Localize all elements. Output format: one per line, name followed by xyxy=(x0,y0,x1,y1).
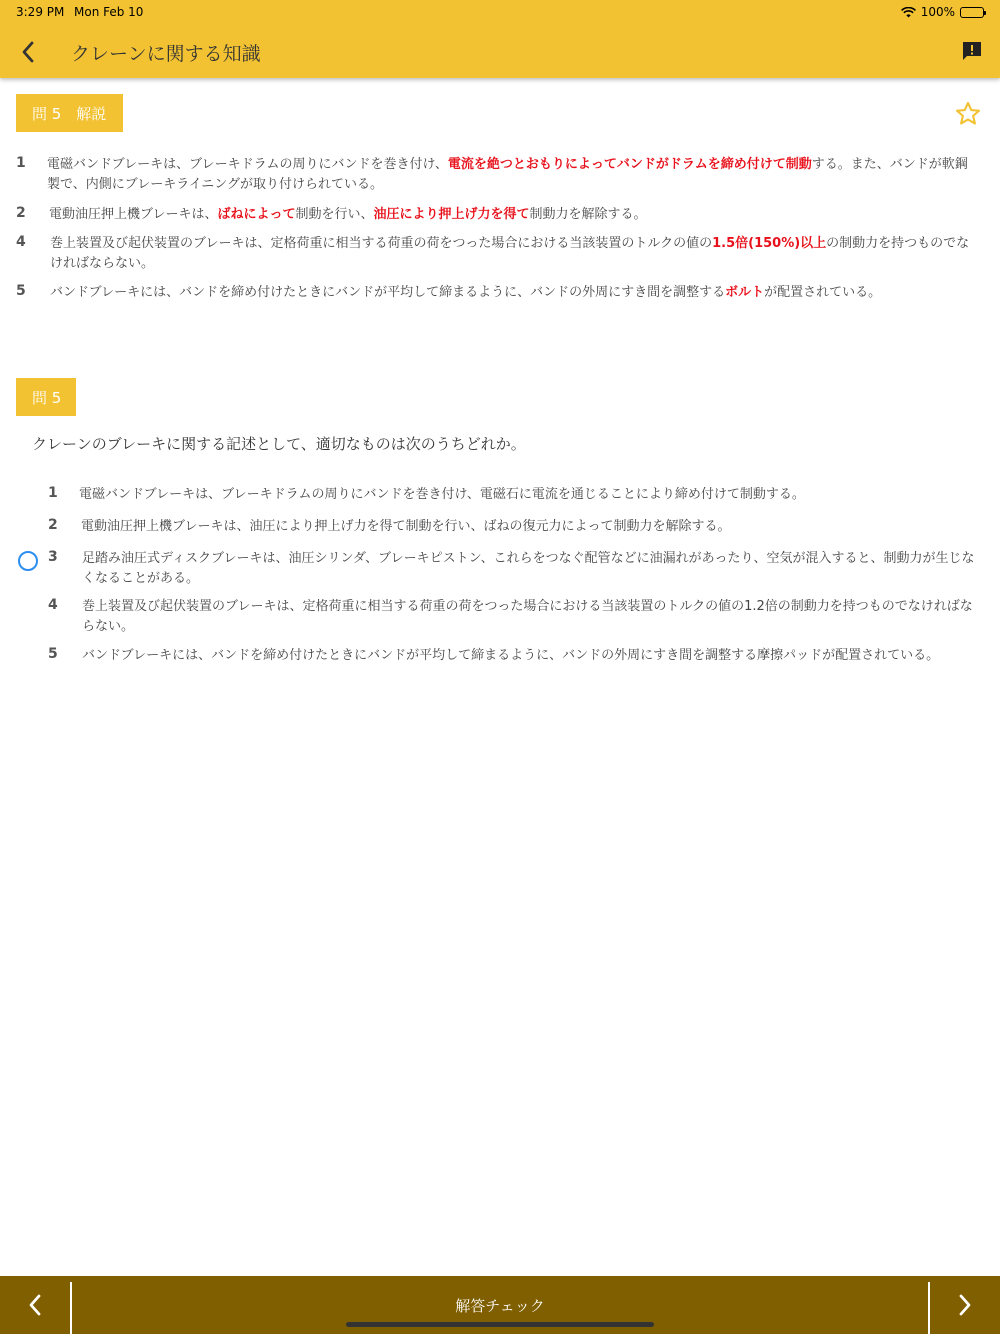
explanation-number: 5 xyxy=(16,283,26,299)
question-tag: 問 5 xyxy=(16,378,76,416)
star-outline-icon xyxy=(954,100,982,128)
choice-number: 1 xyxy=(48,485,58,501)
selected-radio[interactable] xyxy=(18,551,38,571)
report-button[interactable] xyxy=(960,39,984,63)
answer-check-button[interactable]: 解答チェック xyxy=(455,1296,545,1315)
choice-text: 電動油圧押上機ブレーキは、油圧により押上げ力を得て制動を行い、ばねの復元力によって制動力を解除する。 xyxy=(81,519,731,534)
report-icon xyxy=(960,39,984,63)
battery-icon xyxy=(960,7,984,18)
page-title: クレーンに関する知識 xyxy=(71,43,261,65)
explanation-number: 2 xyxy=(16,205,26,221)
next-button[interactable] xyxy=(930,1276,1000,1334)
highlight-text: ボルト xyxy=(725,285,765,300)
chevron-left-icon xyxy=(28,1294,42,1316)
previous-button[interactable] xyxy=(0,1276,70,1334)
bookmark-star-button[interactable] xyxy=(954,100,982,128)
highlight-text: 油圧により押上げ力を得て xyxy=(373,207,530,222)
highlight-text: 1.5倍(150%)以上 xyxy=(712,236,827,251)
highlight-text: 電流を絶つとおもりによってバンドがドラムを締め付けて制動 xyxy=(447,157,812,172)
question-text: クレーンのブレーキに関する記述として、適切なものは次のうちどれか。 xyxy=(32,435,526,453)
choice-text: 電磁バンドブレーキは、ブレーキドラムの周りにバンドを巻き付け、電磁石に電流を通じることにより締め付けて制動する。 xyxy=(79,487,805,502)
chevron-left-icon xyxy=(21,41,35,63)
status-time: 3:29 PM xyxy=(16,5,65,19)
chevron-right-icon xyxy=(958,1294,972,1316)
back-button[interactable] xyxy=(14,38,42,66)
bottom-toolbar xyxy=(0,1276,1000,1334)
explanation-number: 1 xyxy=(16,155,26,171)
battery-percent: 100% xyxy=(920,5,955,19)
choice-number: 3 xyxy=(48,549,58,565)
choice-text: 足踏み油圧式ディスクブレーキは、油圧シリンダ、ブレーキピストン、これらをつなぐ配管などに油漏れがあったり、空気が混入すると、制動力が生じなくなることがある。 xyxy=(82,551,975,586)
app-header xyxy=(0,0,1000,78)
explanation-tag: 問 5 解説 xyxy=(16,94,123,132)
explanation-text: 巻上装置及び起伏装置のブレーキは、定格荷重に相当する荷重の荷をつった場合における当該装置のトルクの値の1.5倍(150%)以上の制動力を持つものでなければならない。 xyxy=(50,236,970,271)
explanation-text: バンドブレーキには、バンドを締め付けたときにバンドが平均して締まるように、バンドの外周にすき間を調整するボルトが配置されている。 xyxy=(50,285,882,300)
choice-number: 5 xyxy=(48,646,58,662)
choice-text: バンドブレーキには、バンドを締め付けたときにバンドが平均して締まるように、バンドの外周にすき間を調整する摩擦パッドが配置されている。 xyxy=(82,648,940,663)
explanation-number: 4 xyxy=(16,234,26,250)
status-right xyxy=(901,5,984,19)
wifi-icon xyxy=(901,7,916,18)
explanation-text: 電動油圧押上機ブレーキは、ばねによって制動を行い、油圧により押上げ力を得て制動力を解除する。 xyxy=(49,207,647,222)
status-date: Mon Feb 10 xyxy=(74,5,144,19)
choice-number: 2 xyxy=(48,517,58,533)
highlight-text: ばねによって xyxy=(217,207,296,222)
explanation-text: 電磁バンドブレーキは、ブレーキドラムの周りにバンドを巻き付け、電流を絶つとおもりによってバンドがドラムを締め付けて制動する。また、バンドが軟鋼製で、内側にブレーキライニングが取り付けられている。 xyxy=(47,157,968,192)
choice-text: 巻上装置及び起伏装置のブレーキは、定格荷重に相当する荷重の荷をつった場合における当該装置のトルクの値の1.2倍の制動力を持つものでなければならない。 xyxy=(82,599,973,634)
choice-number: 4 xyxy=(48,597,58,613)
home-indicator[interactable] xyxy=(346,1322,654,1327)
